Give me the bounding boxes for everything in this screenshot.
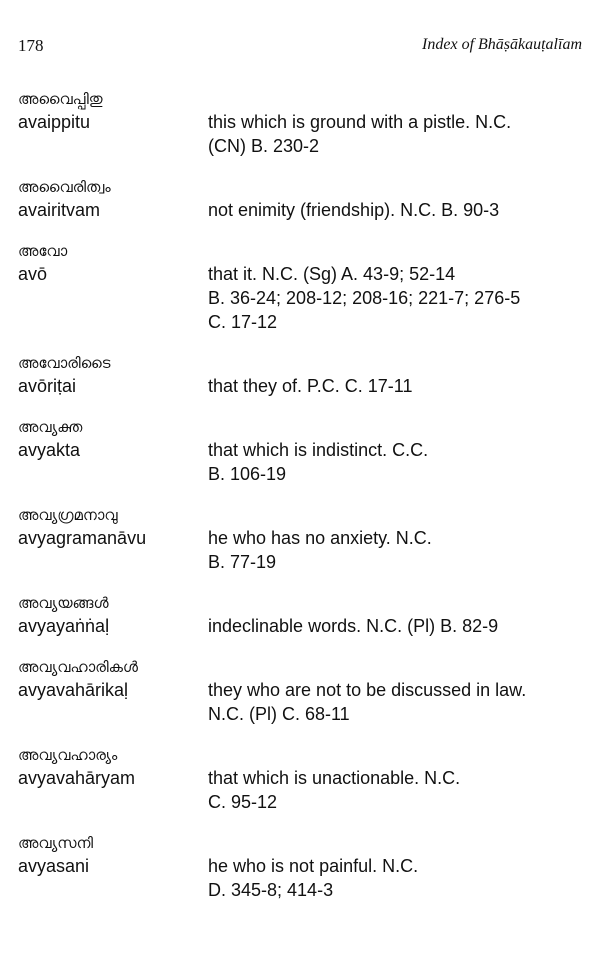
entry-row: [18, 678, 588, 726]
transliteration: avyavahārikaḷ: [18, 680, 129, 700]
definition-line: they who are not to be discussed in law.: [208, 680, 527, 700]
entry-row: [18, 438, 588, 486]
definition-line: B. 106-19: [208, 464, 287, 484]
definition-line: he who has no anxiety. N.C.: [208, 528, 432, 548]
malayalam-headword: അവൈപ്പിതു: [18, 90, 103, 108]
definition-line: C. 17-12: [208, 312, 278, 332]
entry-row: [18, 854, 588, 902]
definition-line: D. 345-8; 414-3: [208, 880, 334, 900]
transliteration: avyagramanāvu: [18, 528, 147, 548]
malayalam-headword: അവ്യക്ത: [18, 418, 83, 436]
transliteration: avyasani: [18, 856, 90, 876]
index-entry: [18, 656, 588, 726]
page-number: 178: [18, 36, 44, 55]
malayalam-headword: അവ്യഗ്രമനാവു: [18, 506, 118, 524]
definition-line: not enimity (friendship). N.C. B. 90-3: [208, 200, 500, 220]
definition-line: he who is not painful. N.C.: [208, 856, 419, 876]
definition-line: that which is indistinct. C.C.: [208, 440, 429, 460]
transliteration: avairitvam: [18, 200, 101, 220]
transliteration: avaippitu: [18, 112, 91, 132]
definition-line: that they of. P.C. C. 17-11: [208, 376, 413, 396]
definition: [208, 614, 588, 638]
definition-line: indeclinable words. N.C. (Pl) B. 82-9: [208, 616, 499, 636]
entry-row: [18, 262, 588, 334]
entry-row: [18, 526, 588, 574]
definition-line: (CN) B. 230-2: [208, 136, 320, 156]
index-entry: [18, 88, 588, 158]
malayalam-headword: അവോ: [18, 242, 68, 260]
malayalam-headword: അവ്യവഹാരികൾ: [18, 658, 138, 676]
definition: [208, 766, 588, 814]
definition: [208, 854, 588, 902]
entry-row: [18, 198, 588, 222]
definition-line: B. 36-24; 208-12; 208-16; 221-7; 276-5: [208, 288, 521, 308]
definition: [208, 198, 588, 222]
index-entry: [18, 592, 588, 638]
malayalam-headword: അവ്യവഹാര്യം: [18, 746, 118, 764]
transliteration: avyakta: [18, 440, 81, 460]
transliteration: avōriṭai: [18, 376, 77, 396]
entry-row: [18, 766, 588, 814]
entry-row: [18, 110, 588, 158]
malayalam-headword: അവൈരിത്വം: [18, 178, 111, 196]
transliteration: avyayaṅṅaḷ: [18, 616, 110, 636]
definition-line: that it. N.C. (Sg) A. 43-9; 52-14: [208, 264, 456, 284]
definition-line: this which is ground with a pistle. N.C.: [208, 112, 512, 132]
malayalam-headword: അവോരിടൈ: [18, 354, 111, 372]
running-head-title: Index of Bhāṣākauṭalīam: [422, 36, 582, 53]
definition-line: B. 77-19: [208, 552, 277, 572]
definition-line: that which is unactionable. N.C.: [208, 768, 461, 788]
malayalam-headword: അവ്യസനി: [18, 834, 94, 852]
definition: [208, 526, 588, 574]
definition: [208, 438, 588, 486]
index-entry: [18, 832, 588, 902]
malayalam-headword: അവ്യയങ്ങൾ: [18, 594, 109, 612]
transliteration: avō: [18, 264, 48, 284]
index-entry: [18, 744, 588, 814]
definition: [208, 678, 588, 726]
index-entry: [18, 352, 588, 398]
index-entry: [18, 240, 588, 334]
entry-row: [18, 614, 588, 638]
index-entry: [18, 176, 588, 222]
transliteration: avyavahāryam: [18, 768, 136, 788]
index-entry: [18, 504, 588, 574]
entry-row: [18, 374, 588, 398]
index-entries: [18, 88, 588, 920]
definition-line: C. 95-12: [208, 792, 278, 812]
definition-line: N.C. (Pl) C. 68-11: [208, 704, 350, 724]
index-entry: [18, 416, 588, 486]
definition: [208, 374, 588, 398]
definition: [208, 262, 588, 334]
definition: [208, 110, 588, 158]
